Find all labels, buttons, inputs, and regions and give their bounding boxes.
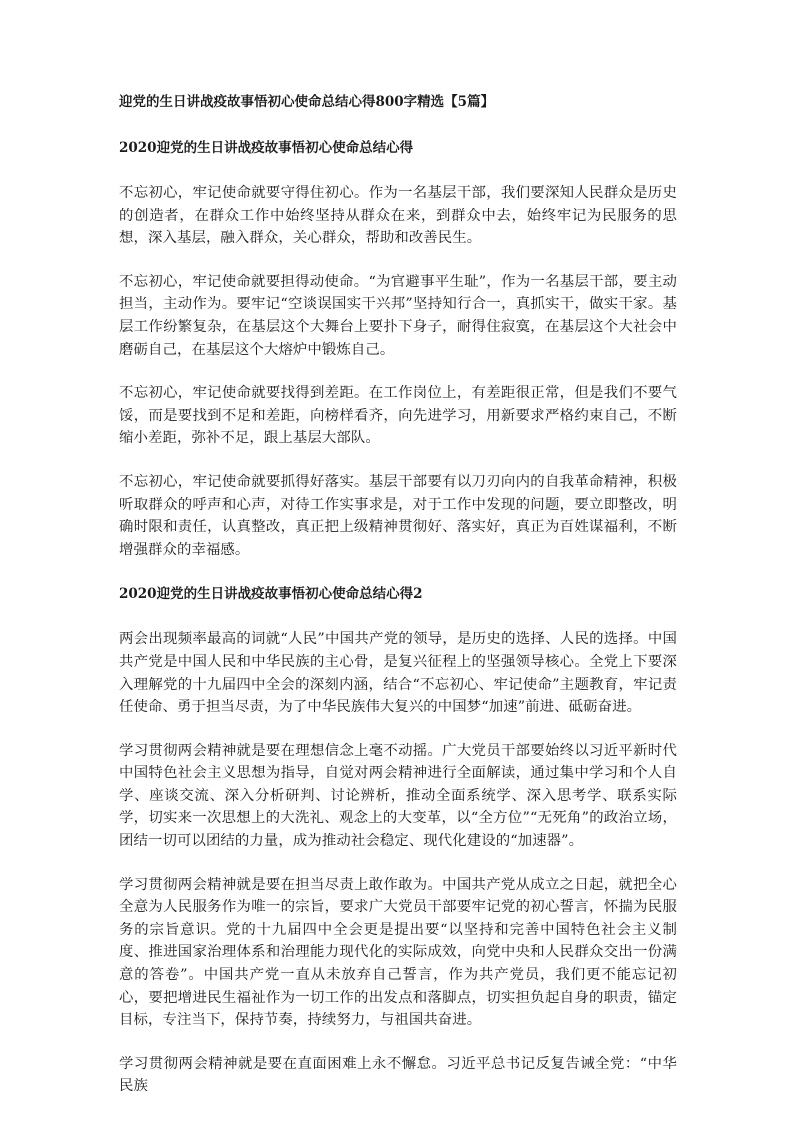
paragraph: 不忘初心，牢记使命就要抓得好落实。基层干部要有以刀刃向内的自我革命精神，积极听取群众的呼声和心声，对待工作实事求是，对于工作中发现的问题，要立即整改，明确时限和责任，认真整改，真正把上级精神贯彻好、落实好，真正为百姓谋福利，不断增强群众的幸福感。	[119, 473, 677, 558]
paragraph: 学习贯彻两会精神就是要在直面困难上永不懈怠。习近平总书记反复告诫全党：“中华民族	[119, 1055, 677, 1095]
paragraph: 两会出现频率最高的词就“人民”中国共产党的领导，是历史的选择、人民的选择。中国共产党是中国人民和中华民族的主心骨，是复兴征程上的坚强领导核心。全党上下要深入理解党的十九届四中全会的深刻内涵，结合“不忘初心、牢记使命”主题教育，牢记责任使命、勇于担当尽责，为了中华民族伟大复兴的中国梦“加速”前进、砥砺奋进。	[119, 631, 677, 716]
paragraph: 不忘初心，牢记使命就要守得住初心。作为一名基层干部，我们要深知人民群众是历史的创造者，在群众工作中始终坚持从群众在来，到群众中去，始终牢记为民服务的思想，深入基层，融入群众，关心群众，帮助和改善民生。	[119, 185, 677, 247]
document-title: 迎党的生日讲战疫故事悟初心使命总结心得800字精选【5篇】	[119, 94, 495, 110]
paragraph: 不忘初心，牢记使命就要找得到差距。在工作岗位上，有差距很正常，但是我们不要气馁，而是要找到不足和差距，向榜样看齐，向先进学习，用新要求严格约束自己，不断缩小差距，弥补不足，跟上基层大部队。	[119, 385, 677, 447]
paragraph: 学习贯彻两会精神就是要在理想信念上毫不动摇。广大党员干部要始终以习近平新时代中国特色社会主义思想为指导，自觉对两会精神进行全面解读，通过集中学习和个人自学、座谈交流、深入分析研判、讨论辨析，推动全面系统学、深入思考学、联系实际学，切实来一次思想上的大洗礼、观念上的大变革，以“全方位”“无死角”的政治立场，团结一切可以团结的力量，成为推动社会稳定、现代化建设的“加速器”。	[119, 742, 677, 850]
section-heading-2: 2020迎党的生日讲战疫故事悟初心使命总结心得2	[119, 586, 423, 603]
paragraph: 学习贯彻两会精神就是要在担当尽责上敢作敢为。中国共产党从成立之日起，就把全心全意为人民服务作为唯一的宗旨，要求广大党员干部要牢记党的初心誓言，怀揣为民服务的宗旨意识。党的十九届四中全会更是提出要“以坚持和完善中国特色社会主义制度、推进国家治理体系和治理能力现代化的实际成效，向党中央和人民群众交出一份满意的答卷”。中国共产党一直从未放弃自己誓言，作为共产党员，我们更不能忘记初心，要把增进民生福祉作为一切工作的出发点和落脚点，切实担负起自身的职责，锚定目标，专注当下，保持节奏，持续努力，与祖国共奋进。	[119, 876, 677, 1029]
section-heading-1: 2020迎党的生日讲战疫故事悟初心使命总结心得	[119, 140, 414, 156]
paragraph: 不忘初心，牢记使命就要担得动使命。“为官避事平生耻”，作为一名基层干部，要主动担当，主动作为。要牢记“空谈误国实干兴邦”坚持知行合一，真抓实干，做实干家。基层工作纷繁复杂，在基层这个大舞台上要扑下身子，耐得住寂寞，在基层这个大社会中磨砺自己，在基层这个大熔炉中锻炼自己。	[119, 273, 677, 358]
document-page	[119, 90, 677, 1119]
